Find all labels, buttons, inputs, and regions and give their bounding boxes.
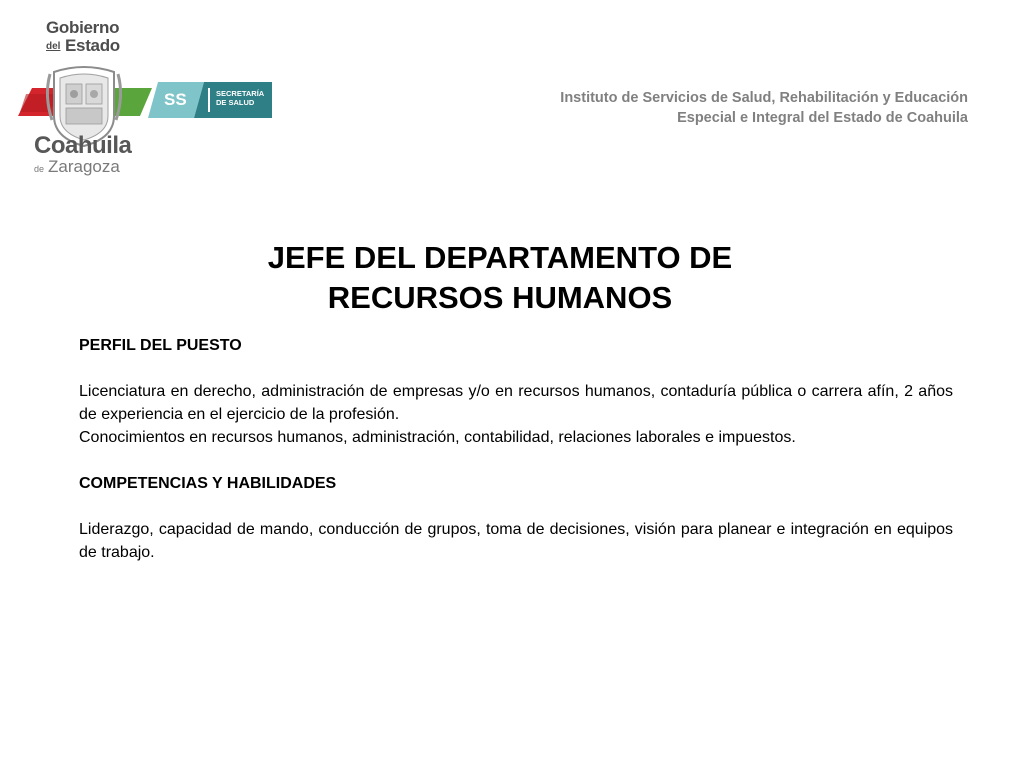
perfil-paragraph-2: Conocimientos en recursos humanos, administración, contabilidad, relaciones laborales e impuestos. bbox=[79, 429, 796, 446]
ss-de-salud: DE SALUD bbox=[216, 98, 255, 107]
secretaria-salud-logo bbox=[148, 82, 272, 118]
title-line-1: JEFE DEL DEPARTAMENTO DE bbox=[267, 240, 733, 275]
government-logo bbox=[14, 16, 284, 184]
logo-gobierno-text: Gobierno bbox=[46, 18, 120, 37]
competencias-paragraph-1: Liderazgo, capacidad de mando, conducción de grupos, toma de decisiones, visión para planear e integración en equipos de trabajo. bbox=[79, 521, 953, 561]
spacer bbox=[79, 495, 953, 518]
institute-header bbox=[560, 88, 968, 128]
spacer bbox=[79, 449, 953, 472]
document-body bbox=[79, 334, 953, 564]
perfil-heading: PERFIL DEL PUESTO bbox=[79, 337, 242, 354]
title-line-2: RECURSOS HUMANOS bbox=[327, 280, 673, 315]
page-title bbox=[0, 238, 1000, 318]
logo-coahuila-text: Coahuila bbox=[34, 132, 132, 159]
logo-estado-text: Estado bbox=[65, 36, 120, 55]
ss-text: SS bbox=[164, 90, 187, 109]
logo-de-text: de bbox=[34, 164, 45, 174]
competencias-heading: COMPETENCIAS Y HABILIDADES bbox=[79, 475, 337, 492]
institute-line-1: Instituto de Servicios de Salud, Rehabilitación y Educación bbox=[560, 90, 968, 106]
ss-secretaria: SECRETARÍA bbox=[216, 89, 265, 98]
perfil-paragraph-1: Licenciatura en derecho, administración de empresas y/o en recursos humanos, contaduría pública o carrera afín, 2 años de experiencia en el ejercicio de la profesión. bbox=[79, 383, 953, 423]
ss-subtitle bbox=[216, 89, 270, 107]
logo-del-text: del bbox=[46, 41, 61, 52]
logo-zaragoza-text: Zaragoza bbox=[48, 157, 120, 176]
institute-line-2: Especial e Integral del Estado de Coahuila bbox=[677, 110, 968, 126]
spacer bbox=[79, 357, 953, 380]
